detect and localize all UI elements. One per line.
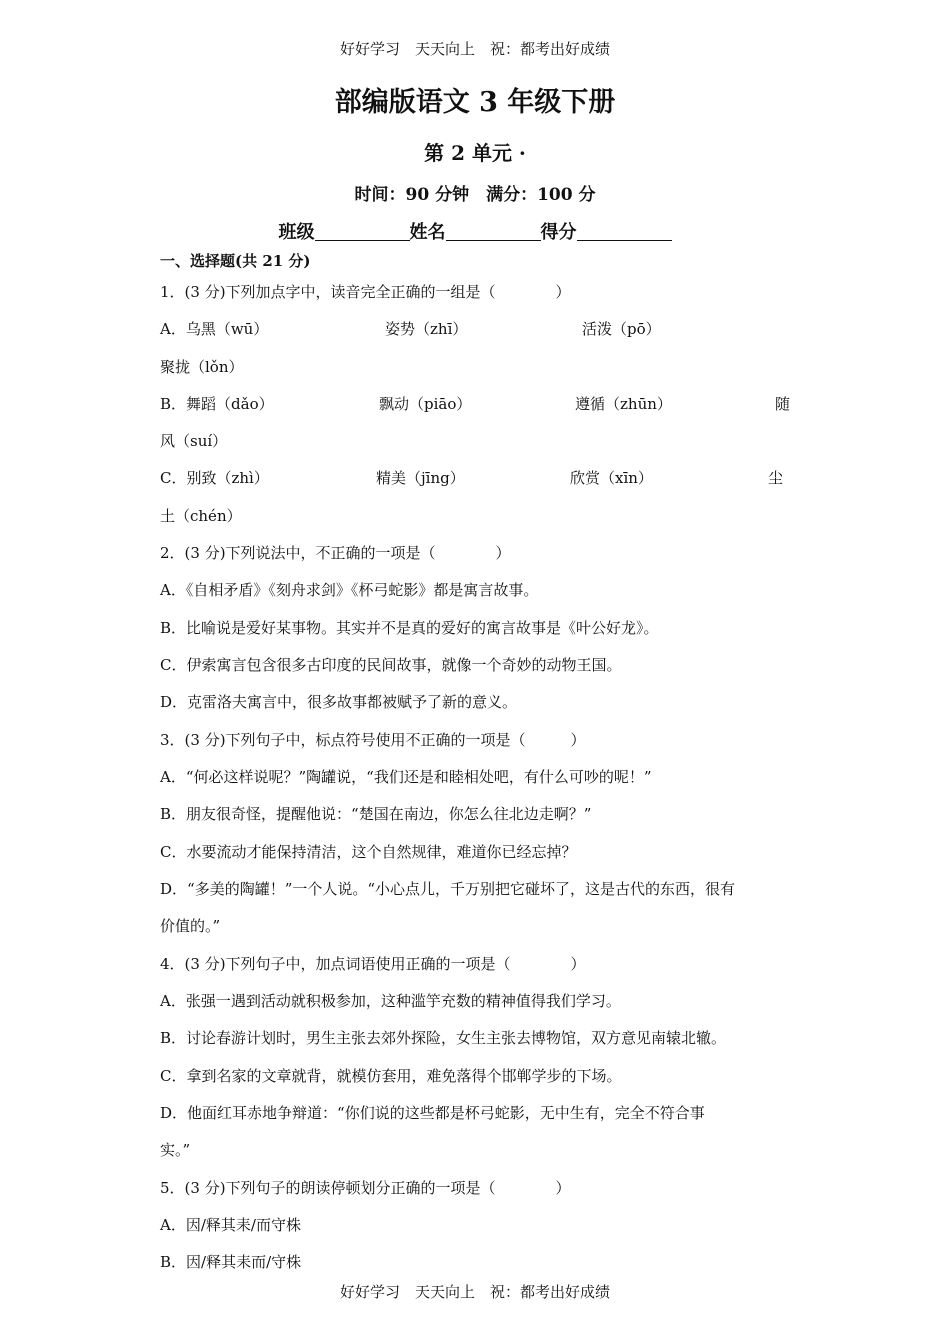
q2-option-c: C．伊索寓言包含很多古印度的民间故事，就像一个奇妙的动物王国。 <box>160 656 622 674</box>
time-info: 时间：90 分钟 满分：100 分 <box>354 185 596 205</box>
q2-option-d: D．克雷洛夫寓言中，很多故事都被赋予了新的意义。 <box>160 693 518 711</box>
q3-option-d-line2: 价值的。” <box>160 917 221 935</box>
section-title: 一、选择题(共 21 分) <box>160 252 311 270</box>
q1-option-a2: 姿势（zhī） <box>385 320 468 338</box>
q5-stem: 5．(3 分)下列句子的朗读停顿划分正确的一项是（ ） <box>160 1179 571 1197</box>
q4-option-d-line2: 实。” <box>160 1141 191 1159</box>
q1-option-b3: 遵循（zhūn） <box>575 395 672 413</box>
q1-option-b4-end: 风（suí） <box>160 432 228 450</box>
q2-stem: 2．(3 分)下列说法中，不正确的一项是（ ） <box>160 544 511 562</box>
class-blank[interactable] <box>315 222 410 241</box>
q5-option-b: B．因/释其耒而/守株 <box>160 1253 302 1271</box>
q1-option-b2: 飘动（piāo） <box>379 395 472 413</box>
q2-option-a: A．《自相矛盾》《刻舟求剑》《杯弓蛇影》都是寓言故事。 <box>160 581 539 599</box>
q2-option-b: B．比喻说是爱好某事物。其实并不是真的爱好的寓言故事是《叶公好龙》。 <box>160 619 659 637</box>
q1-option-c1: C．别致（zhì） <box>160 469 269 487</box>
q1-option-c4-start: 尘 <box>768 469 784 487</box>
page-header: 好好学习 天天向上 祝：都考出好成绩 <box>339 40 610 58</box>
q4-option-c: C．拿到名家的文章就背，就模仿套用，难免落得个邯郸学步的下场。 <box>160 1067 622 1085</box>
q4-option-d-line1: D．他面红耳赤地争辩道：“你们说的这些都是杯弓蛇影，无中生有，完全不符合事 <box>160 1104 705 1122</box>
score-label: 得分 <box>540 222 577 243</box>
q1-option-b1: B．舞蹈（dǎo） <box>160 395 274 413</box>
q1-option-a1: A．乌黑（wū） <box>160 320 269 338</box>
score-blank[interactable] <box>577 222 672 241</box>
q3-option-c: C．水要流动才能保持清洁，这个自然规律，难道你已经忘掉？ <box>160 843 577 861</box>
q4-option-a: A．张强一遇到活动就积极参加，这种滥竽充数的精神值得我们学习。 <box>160 992 621 1010</box>
q1-option-a4: 聚拢（lǒn） <box>160 358 244 376</box>
q1-option-c4-end: 土（chén） <box>160 507 242 525</box>
q4-stem: 4．(3 分)下列句子中，加点词语使用正确的一项是（ ） <box>160 955 586 973</box>
unit-title: 第 2 单元 · <box>424 141 526 165</box>
q1-option-a3: 活泼（pō） <box>582 320 661 338</box>
q3-option-a: A．“何必这样说呢？”陶罐说，“我们还是和睦相处吧，有什么可吵的呢！” <box>160 768 652 786</box>
q3-option-b: B．朋友很奇怪，提醒他说：“楚国在南边，你怎么往北边走啊？” <box>160 805 592 823</box>
q3-stem: 3．(3 分)下列句子中，标点符号使用不正确的一项是（ ） <box>160 731 586 749</box>
q1-option-c3: 欣赏（xīn） <box>570 469 653 487</box>
q5-option-a: A．因/释其耒/而守株 <box>160 1216 301 1234</box>
q3-option-d-line1: D．“多美的陶罐！”一个人说。“小心点儿，千万别把它碰坏了，这是古代的东西，很有 <box>160 880 736 898</box>
student-info <box>0 218 950 244</box>
name-blank[interactable] <box>446 222 541 241</box>
q4-option-b: B．讨论春游计划时，男生主张去郊外探险，女生主张去博物馆，双方意见南辕北辙。 <box>160 1029 727 1047</box>
q1-stem: 1．(3 分)下列加点字中，读音完全正确的一组是（ ） <box>160 283 571 301</box>
class-label: 班级 <box>278 222 315 243</box>
doc-title: 部编版语文 3 年级下册 <box>334 87 616 118</box>
q1-option-b4-start: 随 <box>775 395 791 413</box>
page-footer: 好好学习 天天向上 祝：都考出好成绩 <box>339 1283 610 1301</box>
q1-option-c2: 精美（jīng） <box>376 469 465 487</box>
name-label: 姓名 <box>409 222 446 243</box>
